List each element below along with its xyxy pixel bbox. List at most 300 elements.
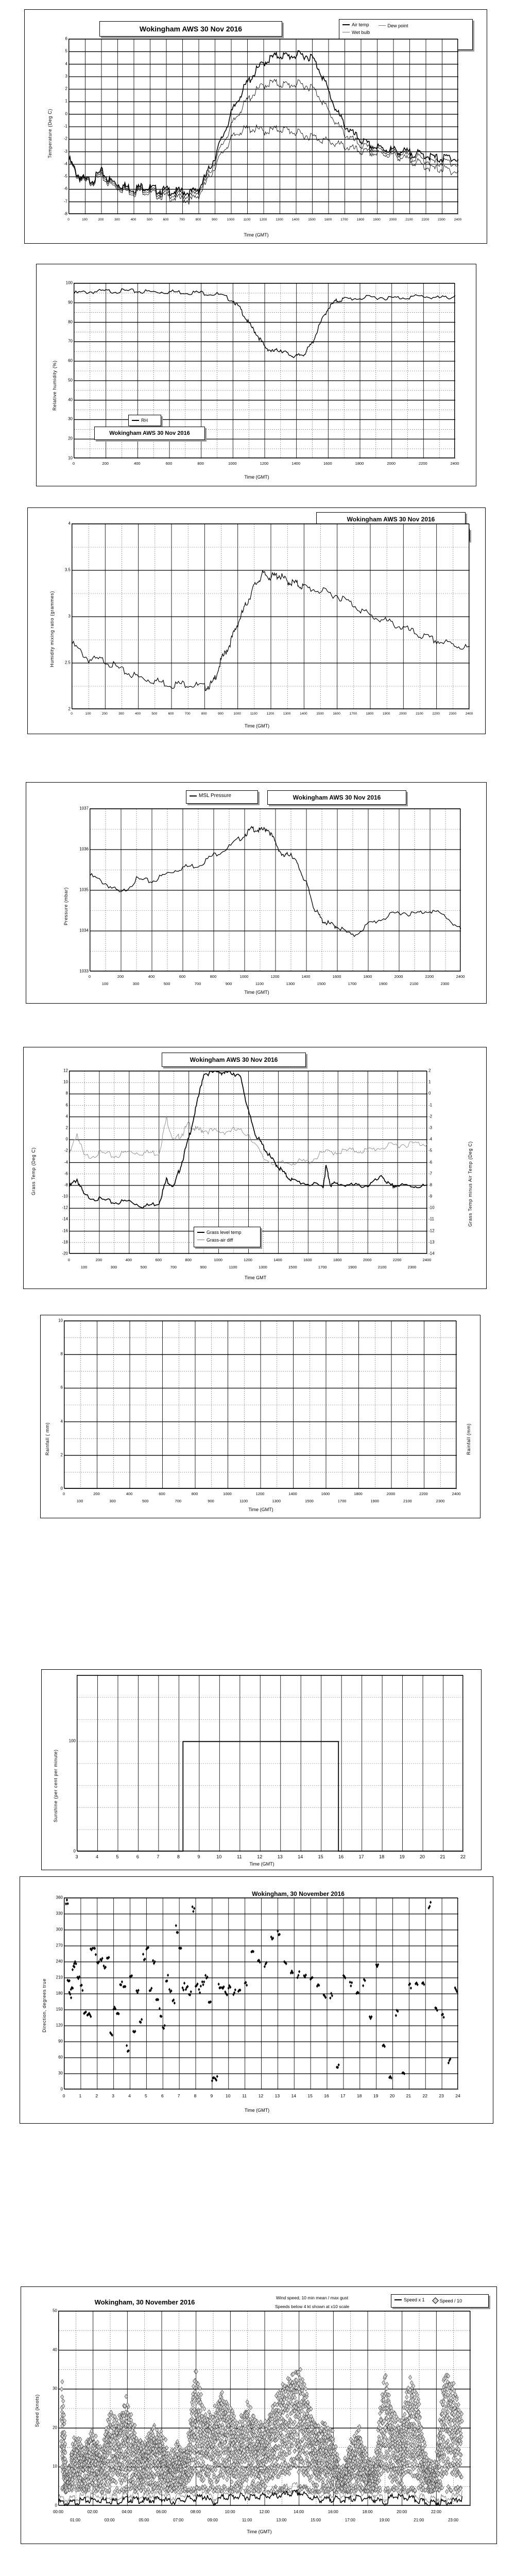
- plot-area-rainfall: [64, 1320, 456, 1488]
- x-tick: 200: [93, 1492, 100, 1496]
- x-axis-label-grass-temp: Time GMT: [244, 1275, 267, 1280]
- y-tick: 0: [55, 2503, 57, 2508]
- x-tick: 2000: [386, 1492, 396, 1496]
- x-axis-label-rainfall: Time (GMT): [248, 1507, 273, 1512]
- x-tick: 1900: [370, 1499, 380, 1503]
- y-tick: 6: [65, 1103, 68, 1108]
- y-tick: -1: [63, 124, 67, 129]
- x-tick: 0: [71, 712, 73, 716]
- x-axis-label-mixing-ratio: Time (GMT): [244, 723, 270, 728]
- plot-area-wind-speed: [58, 2311, 470, 2505]
- x-tick: 1900: [379, 981, 388, 986]
- y-tick: 50: [68, 378, 73, 383]
- y-tick: 360: [56, 1895, 63, 1900]
- x-tick: 1200: [260, 461, 269, 466]
- x-tick: 700: [184, 712, 191, 716]
- y-tick-right: -2: [428, 1114, 433, 1119]
- x-tick: 14: [298, 1854, 303, 1859]
- chart-title-wind-speed: Wokingham, 30 November 2016: [94, 2298, 195, 2306]
- y-tick: 0: [65, 1137, 68, 1142]
- y-tick-right: -12: [428, 1228, 435, 1233]
- x-tick: 12:00: [259, 2510, 270, 2514]
- x-tick: 1500: [317, 981, 326, 986]
- x-tick: 2200: [392, 1258, 402, 1262]
- y-tick: 30: [58, 2071, 63, 2076]
- x-tick: 600: [165, 461, 173, 466]
- wind-speed-plot-svg: [59, 2311, 471, 2506]
- y-tick: 1: [65, 98, 67, 104]
- x-tick: 16:00: [328, 2510, 338, 2514]
- y-axis-label-rainfall-right: Rainfall (mm): [466, 1423, 471, 1455]
- x-tick: 1500: [316, 712, 324, 716]
- y-tick: -12: [62, 1205, 68, 1210]
- y-tick-right: -14: [428, 1251, 435, 1256]
- x-tick: 700: [179, 218, 185, 222]
- chart-subtitle-wind-speed: Wind speed, 10 min mean / max gust: [276, 2295, 349, 2300]
- y-tick: -2: [63, 136, 67, 141]
- pressure-plot-svg: [90, 809, 461, 972]
- chart-panel-rainfall: [40, 1315, 480, 1518]
- x-tick: 2300: [449, 712, 457, 716]
- x-tick: 2400: [465, 712, 473, 716]
- x-tick: 100: [80, 1265, 88, 1269]
- x-tick: 21:00: [414, 2518, 424, 2522]
- x-tick: 400: [125, 1258, 132, 1262]
- x-tick: 600: [179, 974, 186, 979]
- x-tick: 1300: [283, 712, 291, 716]
- y-tick-right: -7: [428, 1171, 433, 1176]
- legend-line-air-temp: [342, 24, 350, 25]
- y-tick: 3.5: [64, 567, 71, 572]
- x-tick: 1600: [323, 461, 332, 466]
- chart-panel-temperature: [24, 9, 487, 244]
- y-tick: 2: [60, 1452, 63, 1458]
- mixing-ratio-plot-svg: [72, 524, 470, 709]
- y-tick: -6: [63, 186, 67, 191]
- y-tick: 0: [65, 111, 67, 116]
- x-tick: 600: [168, 712, 174, 716]
- x-tick: 5: [145, 2093, 147, 2098]
- chart-title-temperature: Wokingham AWS 30 Nov 2016: [99, 21, 282, 37]
- y-axis-label-temperature: Temperature (Deg C): [47, 109, 53, 158]
- x-tick: 13:00: [276, 2518, 287, 2522]
- x-tick: 2400: [452, 1492, 461, 1496]
- y-axis-label-humidity: Relative humidity (%): [52, 360, 57, 411]
- x-tick: 1200: [244, 1258, 252, 1262]
- x-axis-label-humidity: Time (GMT): [244, 474, 269, 480]
- x-axis-label-sunshine: Time (GMT): [249, 1861, 274, 1867]
- x-tick: 18:00: [362, 2510, 373, 2514]
- x-tick: 1900: [348, 1265, 357, 1269]
- x-tick: 12: [257, 1854, 263, 1859]
- x-tick: 1700: [318, 1265, 327, 1269]
- legend-label-speed-x1: Speed x 1: [404, 2297, 425, 2302]
- x-tick: 1200: [266, 712, 274, 716]
- x-tick: 1: [79, 2093, 82, 2098]
- x-tick: 200: [101, 712, 108, 716]
- x-tick: 22: [460, 1854, 466, 1859]
- x-tick: 1800: [366, 712, 374, 716]
- x-tick: 1200: [259, 218, 267, 222]
- y-tick: 300: [56, 1927, 63, 1932]
- x-tick: 14:00: [294, 2510, 304, 2514]
- x-tick: 1000: [233, 712, 241, 716]
- x-tick: 24: [455, 2093, 460, 2098]
- plot-area-pressure: [90, 808, 460, 971]
- x-tick: 1400: [291, 218, 300, 222]
- x-tick: 2000: [387, 461, 396, 466]
- plot-area-wind-direction: [64, 1897, 458, 2089]
- x-tick: 0: [88, 974, 91, 979]
- x-tick: 1500: [308, 218, 316, 222]
- plot-area-sunshine: [77, 1675, 463, 1851]
- x-tick: 2400: [450, 461, 459, 466]
- x-tick: 8: [177, 1854, 180, 1859]
- y-tick: -7: [63, 199, 67, 204]
- x-tick: 1000: [223, 1492, 232, 1496]
- x-axis-label-wind-direction: Time (GMT): [244, 2108, 270, 2113]
- x-tick: 17: [358, 1854, 364, 1859]
- legend-line-dew-point: [379, 25, 386, 26]
- chart-legend-humidity: [128, 415, 161, 426]
- x-tick: 1400: [288, 1492, 297, 1496]
- y-tick: 60: [68, 358, 73, 363]
- y-tick: 150: [56, 2007, 63, 2012]
- y-tick: 100: [68, 1738, 76, 1743]
- x-tick: 2000: [363, 1258, 372, 1262]
- x-tick: 2200: [425, 974, 434, 979]
- x-tick: 1600: [324, 218, 332, 222]
- x-tick: 03:00: [104, 2518, 115, 2522]
- x-tick: 0: [62, 2093, 65, 2098]
- legend-label-dew-point: Dew point: [387, 23, 408, 28]
- x-tick: 1700: [340, 218, 348, 222]
- x-tick: 1200: [255, 1492, 265, 1496]
- x-tick: 600: [163, 218, 169, 222]
- x-tick: 1100: [239, 1499, 248, 1503]
- x-tick: 1200: [270, 974, 280, 979]
- x-tick: 900: [225, 981, 232, 986]
- y-tick: 0: [60, 1486, 63, 1491]
- y-tick: -14: [62, 1216, 68, 1222]
- y-tick: 10: [58, 1318, 63, 1323]
- y-tick: -3: [63, 149, 67, 154]
- x-tick: 2300: [438, 218, 445, 222]
- y-axis-label-grass-air-diff: Grass Temp minus Air Temp (Deg C): [468, 1141, 473, 1227]
- y-axis-label-pressure: Pressure (mbar): [63, 887, 68, 926]
- chart-legend-wind-speed: [391, 2294, 489, 2308]
- x-tick: 2100: [405, 218, 413, 222]
- x-tick: 1700: [348, 981, 357, 986]
- x-tick: 200: [102, 461, 109, 466]
- x-tick: 02:00: [87, 2510, 98, 2514]
- x-tick: 1800: [354, 1492, 363, 1496]
- y-tick: 0: [60, 2087, 63, 2092]
- x-tick: 8: [194, 2093, 197, 2098]
- y-tick: 10: [53, 2464, 57, 2469]
- y-tick: -8: [63, 211, 67, 216]
- sunshine-plot-svg: [77, 1675, 464, 1852]
- x-tick: 100: [82, 218, 88, 222]
- x-tick: 800: [201, 712, 207, 716]
- wind-direction-plot-svg: [64, 1898, 458, 2090]
- chart-title-mixing-ratio: Wokingham AWS 30 Nov 2016: [316, 512, 466, 527]
- x-tick: 08:00: [190, 2510, 201, 2514]
- x-tick: 2000: [389, 218, 397, 222]
- x-tick: 1600: [303, 1258, 312, 1262]
- x-tick: 14: [291, 2093, 296, 2098]
- y-tick: -16: [62, 1228, 68, 1233]
- y-tick: 1035: [79, 887, 89, 892]
- y-tick: 50: [53, 2308, 57, 2313]
- x-tick: 18: [379, 1854, 385, 1859]
- x-tick: 100: [101, 981, 109, 986]
- x-tick: 2200: [421, 218, 430, 222]
- x-tick: 9: [210, 2093, 213, 2098]
- y-tick: 60: [58, 2055, 63, 2060]
- x-tick: 1700: [337, 1499, 347, 1503]
- x-tick: 400: [135, 712, 141, 716]
- x-tick: 500: [140, 1265, 147, 1269]
- x-tick: 15:00: [311, 2518, 321, 2522]
- y-tick-right: -1: [428, 1103, 433, 1108]
- x-tick: 200: [117, 974, 124, 979]
- x-tick: 1500: [305, 1499, 314, 1503]
- x-tick: 09:00: [207, 2518, 218, 2522]
- y-tick: 20: [53, 2425, 57, 2430]
- y-tick-right: -13: [428, 1240, 435, 1245]
- y-tick: 30: [68, 416, 73, 421]
- y-tick: 210: [56, 1975, 63, 1980]
- x-tick: 2300: [407, 1265, 417, 1269]
- x-tick: 20:00: [397, 2510, 407, 2514]
- x-tick: 1800: [356, 218, 365, 222]
- x-tick: 6: [161, 2093, 164, 2098]
- legend-label-air-temp: Air temp: [352, 22, 369, 27]
- x-tick: 2200: [418, 461, 427, 466]
- x-tick: 1900: [382, 712, 390, 716]
- y-tick: 8: [65, 1091, 68, 1096]
- y-tick: 40: [53, 2347, 57, 2352]
- chart-panel-mixing-ratio: [27, 507, 486, 734]
- y-tick: -8: [64, 1182, 68, 1188]
- x-tick: 900: [218, 712, 224, 716]
- y-axis-label-rainfall: Rainfall ( mm): [45, 1422, 50, 1456]
- y-tick: 100: [65, 280, 73, 285]
- chart-title-humidity: Wokingham AWS 30 Nov 2016: [94, 427, 205, 440]
- chart-panel-sunshine: [41, 1669, 482, 1870]
- y-tick: 5: [65, 48, 67, 54]
- x-tick: 1400: [273, 1258, 282, 1262]
- y-tick: 120: [56, 2023, 63, 2028]
- x-tick: 07:00: [173, 2518, 184, 2522]
- y-tick-right: 2: [428, 1068, 431, 1073]
- chart-panel-grass-temp: [23, 1047, 487, 1289]
- x-tick: 21: [440, 1854, 445, 1859]
- x-tick: 1600: [321, 1492, 330, 1496]
- x-tick: 1400: [291, 461, 300, 466]
- chart-panel-wind-speed: [21, 2286, 497, 2544]
- x-tick: 700: [194, 981, 201, 986]
- x-tick: 1700: [349, 712, 357, 716]
- x-tick: 300: [110, 1265, 117, 1269]
- y-tick: 240: [56, 1959, 63, 1964]
- x-tick: 0: [67, 1258, 71, 1262]
- x-tick: 1000: [227, 218, 235, 222]
- y-tick: 20: [68, 436, 73, 441]
- x-tick: 19: [373, 2093, 379, 2098]
- y-tick-right: -11: [428, 1216, 434, 1222]
- y-tick: 40: [68, 397, 73, 402]
- x-tick: 06:00: [156, 2510, 167, 2514]
- x-tick: 1300: [259, 1265, 267, 1269]
- x-tick: 16: [338, 1854, 344, 1859]
- x-tick: 20: [389, 2093, 395, 2098]
- x-tick: 1800: [333, 1258, 342, 1262]
- x-tick: 19:00: [379, 2518, 390, 2522]
- y-tick: 2.5: [64, 660, 71, 665]
- x-tick: 2200: [419, 1492, 428, 1496]
- y-tick: -4: [63, 161, 67, 166]
- x-tick: 1600: [332, 974, 341, 979]
- y-tick: 180: [56, 1991, 63, 1996]
- x-tick: 700: [170, 1265, 177, 1269]
- x-tick: 1100: [229, 1265, 237, 1269]
- x-tick: 2300: [436, 1499, 445, 1503]
- chart-title-wind-direction: Wokingham, 30 November 2016: [252, 1890, 345, 1897]
- rainfall-plot-svg: [64, 1321, 457, 1489]
- x-axis-label-temperature: Time (GMT): [244, 232, 269, 238]
- y-tick: 10: [68, 455, 73, 461]
- y-axis-label-mixing-ratio: Humidity mixing ratio (grammes): [49, 590, 55, 668]
- x-tick: 16: [324, 2093, 329, 2098]
- x-tick: 1000: [214, 1258, 222, 1262]
- legend-line-rh: [132, 420, 139, 421]
- x-tick: 1600: [333, 712, 340, 716]
- y-tick: 8: [60, 1351, 63, 1357]
- x-tick: 400: [130, 218, 136, 222]
- x-tick: 01:00: [70, 2518, 81, 2522]
- y-tick: -18: [62, 1240, 68, 1245]
- y-axis-label-grass-temp: Grass Temp (Deg C): [31, 1147, 36, 1195]
- x-tick: 3: [112, 2093, 114, 2098]
- x-tick: 300: [114, 218, 120, 222]
- y-tick: 1033: [79, 969, 89, 974]
- x-tick: 11: [242, 2093, 247, 2098]
- y-tick-right: -4: [428, 1137, 433, 1142]
- plot-area-temperature: [68, 39, 458, 214]
- x-tick: 2300: [440, 981, 450, 986]
- legend-label-grass-level-temp: Grass level temp: [207, 1229, 242, 1235]
- y-tick: 80: [68, 319, 73, 325]
- x-tick: 1800: [363, 974, 372, 979]
- x-tick: 10: [226, 2093, 231, 2098]
- plot-area-mixing-ratio: [72, 523, 469, 709]
- legend-label-msl-pressure: MSL Pressure: [199, 793, 231, 799]
- x-tick: 2100: [409, 981, 419, 986]
- x-tick: 1100: [255, 981, 264, 986]
- y-tick: 1036: [79, 846, 89, 852]
- x-tick: 900: [200, 1265, 207, 1269]
- x-tick: 2400: [456, 974, 465, 979]
- x-tick: 10: [216, 1854, 222, 1859]
- x-tick: 2100: [403, 1499, 412, 1503]
- x-tick: 23: [439, 2093, 444, 2098]
- x-tick: 13: [274, 2093, 280, 2098]
- chart-subtitle2-wind-speed: Speeds below 4 kt shown at x10 scale: [274, 2304, 350, 2309]
- x-tick: 05:00: [139, 2518, 149, 2522]
- x-tick: 5: [116, 1854, 119, 1859]
- x-tick: 3: [75, 1854, 78, 1859]
- y-tick: 4: [60, 1419, 63, 1424]
- x-tick: 800: [185, 1258, 192, 1262]
- y-tick: 6: [60, 1385, 63, 1390]
- x-tick: 1000: [239, 974, 249, 979]
- legend-label-grass-air-diff: Grass-air diff: [207, 1237, 233, 1243]
- x-tick: 11:00: [242, 2518, 252, 2522]
- x-tick: 800: [210, 974, 217, 979]
- chart-title-pressure: Wokingham AWS 30 Nov 2016: [267, 790, 406, 805]
- y-axis-label-wind-direction: Direction, degrees true: [42, 1978, 47, 2033]
- legend-line-msl-pressure: [190, 795, 197, 796]
- x-tick: 100: [85, 712, 91, 716]
- x-tick: 900: [212, 218, 217, 222]
- x-tick: 20: [420, 1854, 425, 1859]
- y-tick: 4: [65, 61, 67, 66]
- x-tick: 22:00: [431, 2510, 442, 2514]
- x-tick: 900: [208, 1499, 214, 1503]
- x-tick: 4: [95, 1854, 98, 1859]
- y-tick-right: -10: [428, 1205, 435, 1210]
- x-tick: 19: [399, 1854, 405, 1859]
- y-tick-right: 1: [428, 1079, 431, 1084]
- x-tick: 1000: [228, 461, 237, 466]
- legend-label-rh: RH: [141, 417, 148, 423]
- x-tick: 800: [197, 461, 204, 466]
- y-axis-label-sunshine: Sunshine (per cent per minute): [53, 1749, 58, 1822]
- x-tick: 11: [237, 1854, 242, 1859]
- x-axis-label-pressure: Time (GMT): [244, 990, 269, 995]
- x-tick: 2200: [432, 712, 440, 716]
- y-tick-right: -5: [428, 1148, 433, 1153]
- y-tick: 30: [53, 2386, 57, 2391]
- x-tick: 17:00: [345, 2518, 355, 2522]
- chart-panel-humidity: [36, 264, 476, 486]
- y-tick: 10: [63, 1079, 68, 1084]
- x-tick: 22: [422, 2093, 427, 2098]
- x-tick: 1100: [243, 218, 251, 222]
- x-tick: 1500: [288, 1265, 297, 1269]
- x-tick: 200: [98, 218, 104, 222]
- x-tick: 100: [76, 1499, 83, 1503]
- x-tick: 700: [175, 1499, 182, 1503]
- x-tick: 00:00: [53, 2510, 64, 2514]
- x-tick: 1900: [373, 218, 381, 222]
- x-tick: 600: [159, 1492, 165, 1496]
- x-tick: 6: [136, 1854, 139, 1859]
- x-tick: 2100: [416, 712, 423, 716]
- x-tick: 200: [95, 1258, 102, 1262]
- chart-legend-pressure: [186, 790, 258, 804]
- y-tick: 2: [65, 1125, 68, 1130]
- y-tick: -6: [64, 1171, 68, 1176]
- x-tick: 21: [406, 2093, 411, 2098]
- x-tick: 1400: [300, 712, 307, 716]
- y-tick: 3: [68, 614, 71, 619]
- x-tick: 18: [357, 2093, 362, 2098]
- x-tick: 2400: [422, 1258, 432, 1262]
- y-tick: 3: [65, 74, 67, 79]
